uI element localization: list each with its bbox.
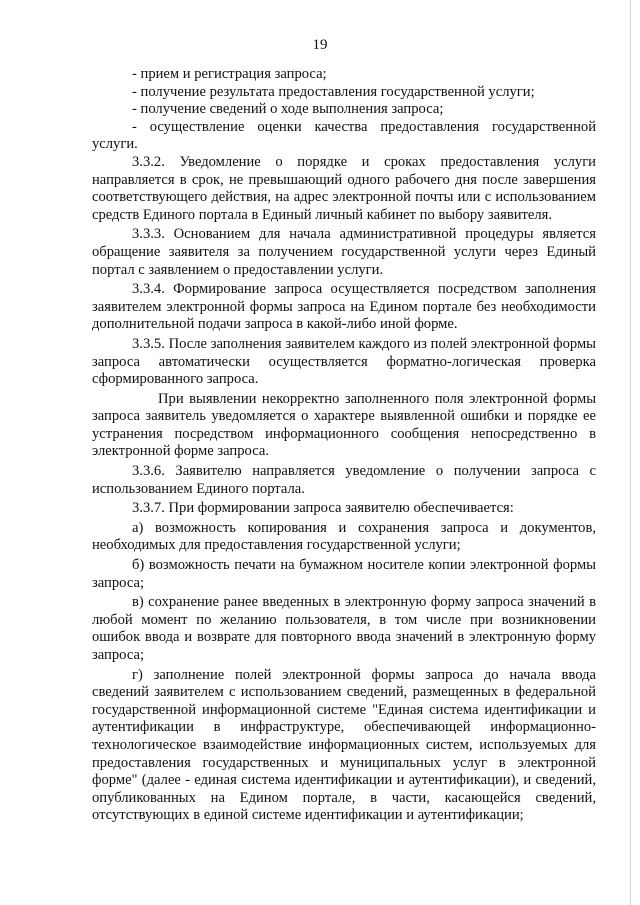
list-item-b: б) возможность печати на бумажном носителе копии электронной формы запроса; <box>92 557 596 591</box>
bullet-item-result: - получение результата предоставления государственной услуги; <box>132 83 535 100</box>
scan-edge-line <box>630 0 631 905</box>
bullet-item-registration: - прием и регистрация запроса; <box>132 66 327 82</box>
paragraph-incorrect-field: При выявлении некорректно заполненного поля электронной формы запроса заявитель уведомляется о характере выявленной ошибки и порядке ее устранения посредством информационного сообщения непосредственно в электронной форме запроса. <box>92 390 596 460</box>
paragraph-3-3-2: 3.3.2. Уведомление о порядке и сроках предоставления услуги направляется в срок, не превышающий одного рабочего дня после завершения соответствующего действия, на адрес электронной почты или с использованием средств Единого портала в Единый личный кабинет по выбору заявителя. <box>92 153 596 223</box>
paragraph-3-3-6: 3.3.6. Заявителю направляется уведомление о получении запроса с использованием Единого портала. <box>92 463 596 497</box>
document-body <box>92 66 596 827</box>
page-number: 19 <box>312 37 328 53</box>
list-item-g: г) заполнение полей электронной формы запроса до начала ввода сведений заявителем с использованием сведений, размещенных в федеральной государственной информационной системе "Единая система идентификации и аутентификации в инфраструктуре, обеспечивающей информационно-технологическое взаимодействие информационных систем, используемых для предоставления государственных и муниципальных услуг в электронной форме" (далее - единая система идентификации и аутентификации), и сведений, опубликованных на Едином портале, в части, касающейся сведений, отсутствующих в единой системе идентификации и аутентификации; <box>92 666 596 824</box>
paragraph-3-3-5: 3.3.5. После заполнения заявителем каждого из полей электронной формы запроса автоматически осуществляется форматно-логическая проверка сформированного запроса. <box>92 335 596 388</box>
bullet-item-progress: - получение сведений о ходе выполнения запроса; <box>132 101 444 118</box>
paragraph-3-3-7: 3.3.7. При формировании запроса заявителю обеспечивается: <box>132 500 514 517</box>
list-item-v: в) сохранение ранее введенных в электронную форму запроса значений в любой момент по желанию пользователя, в том числе при возникновении ошибок ввода и возврате для повторного ввода значений в электронную форму запроса; <box>92 594 596 663</box>
paragraph-3-3-3: 3.3.3. Основанием для начала административной процедуры является обращение заявителя за получением государственной услуги через Единый портал с заявлением о предоставлении услуги. <box>92 226 596 278</box>
bullet-item-quality: - осуществление оценки качества предоставления государственной услуги. <box>92 118 596 153</box>
list-item-a: а) возможность копирования и сохранения запроса и документов, необходимых для предоставления государственной услуги; <box>92 519 596 554</box>
paragraph-3-3-4: 3.3.4. Формирование запроса осуществляется посредством заполнения заявителем электронной формы запроса на Едином портале без необходимости дополнительной подачи запроса в какой-либо иной форме. <box>92 281 596 333</box>
